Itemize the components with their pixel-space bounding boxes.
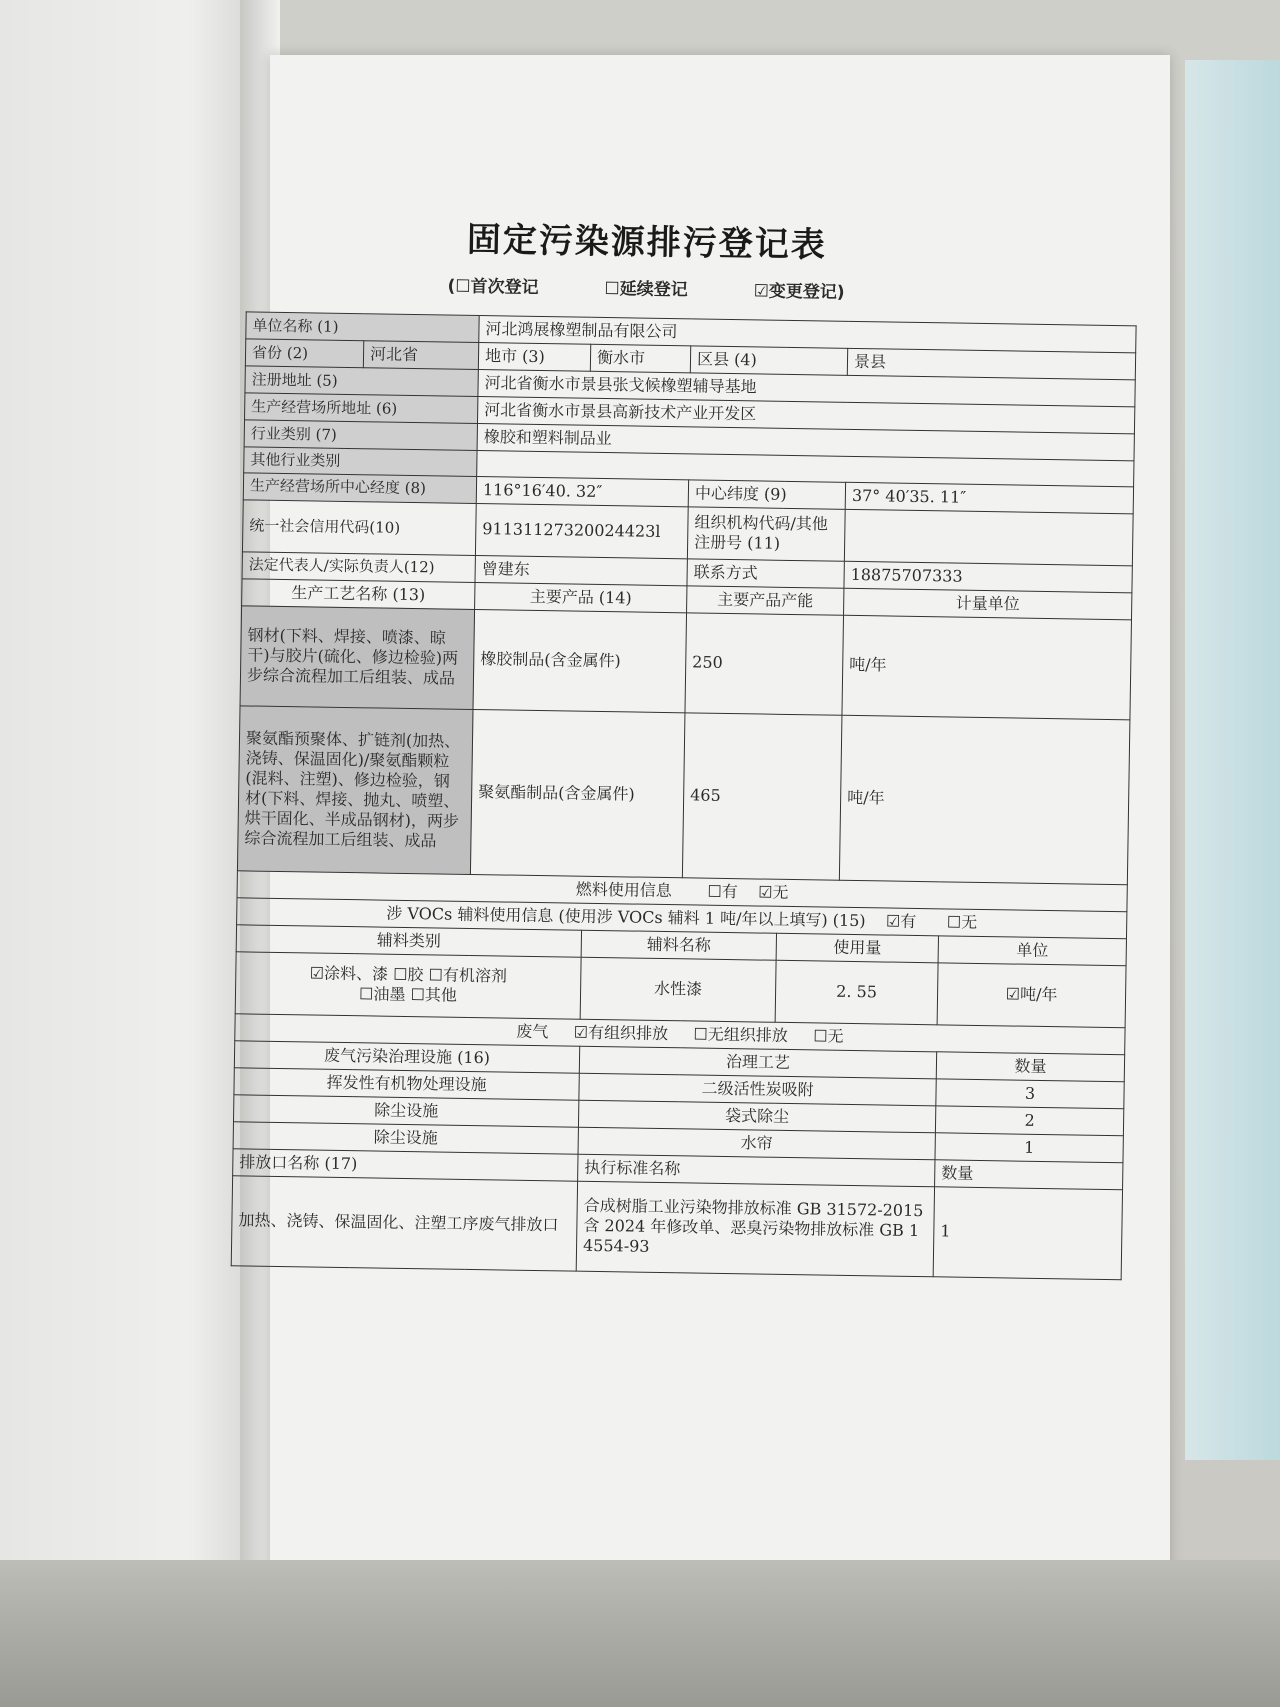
process-header: 生产工艺名称 (13) — [242, 579, 475, 610]
capacity-header: 主要产品产能 — [687, 586, 844, 615]
longitude-value: 116°16′40. 32″ — [476, 476, 688, 506]
contact-label: 联系方式 — [687, 559, 844, 588]
vocs-category-line1: ☑涂料、漆 ☐胶 ☐有机溶剂 — [309, 963, 508, 986]
fuel-yes-checkbox: ☐有 — [707, 881, 738, 901]
industry-value: 橡胶和塑料制品业 — [477, 424, 1134, 461]
county-value: 景县 — [847, 348, 1135, 380]
outlet-name: 加热、浇铸、保温固化、注塑工序废气排放口 — [231, 1176, 577, 1271]
outlet-header: 排放口名称 (17) — [233, 1149, 578, 1181]
outlet-row — [231, 1176, 1122, 1280]
unit-name-label: 单位名称 (1) — [246, 312, 479, 343]
reg-continue: ☐延续登记 — [604, 279, 688, 301]
facility-qty: 3 — [936, 1079, 1124, 1109]
facility-process: 袋式除尘 — [578, 1100, 935, 1133]
capacity-cell: 250 — [685, 613, 844, 715]
vocs-name-header: 辅料名称 — [581, 930, 776, 960]
registration-table — [231, 311, 1137, 1280]
site-address-label: 生产经营场所地址 (6) — [245, 393, 478, 424]
outlet-standard: 合成树脂工业污染物排放标准 GB 31572-2015 含 2024 年修改单、恶臭污染物排放标准 GB 14554-93 — [576, 1181, 934, 1277]
reg-change: ☑变更登记) — [753, 281, 845, 303]
facility-name: 挥发性有机物处理设施 — [234, 1068, 579, 1100]
contact-value: 18875707333 — [844, 561, 1132, 593]
treatment-process-header: 治理工艺 — [579, 1046, 936, 1079]
facility-qty: 2 — [935, 1106, 1123, 1136]
process-cell: 聚氨酯预聚体、扩链剂(加热、浇铸、保温固化)/聚氨酯颗粒(混料、注塑)、修边检验，钢材(下料、焊接、抛丸、喷塑、烘干固化、半成品钢材)，两步综合流程加工后组装、成品 — [237, 706, 473, 875]
facility-name: 除尘设施 — [233, 1095, 578, 1127]
province-label: 省份 (2) — [245, 339, 363, 368]
vocs-amount-cell: 2. 55 — [775, 960, 938, 1025]
unit-header: 计量单位 — [844, 588, 1132, 620]
reg-address-label: 注册地址 (5) — [245, 366, 478, 397]
facility-header: 废气污染治理设施 (16) — [234, 1041, 579, 1073]
facility-qty: 1 — [935, 1133, 1123, 1163]
org-code-value — [844, 509, 1133, 566]
facility-quantity-header: 数量 — [936, 1052, 1124, 1082]
province-value: 河北省 — [363, 341, 478, 370]
facility-process: 二级活性炭吸附 — [579, 1073, 936, 1106]
unit-cell: 吨/年 — [839, 715, 1130, 885]
page-content — [125, 47, 1199, 1623]
facility-name: 除尘设施 — [233, 1122, 578, 1154]
form-title: 固定污染源排污登记表 — [466, 219, 828, 266]
outlet-qty: 1 — [933, 1187, 1122, 1280]
other-industry-label: 其他行业类别 — [244, 447, 477, 476]
product-cell: 橡胶制品(含金属件) — [473, 609, 687, 712]
standard-header: 执行标准名称 — [578, 1154, 935, 1187]
product-row — [237, 706, 1130, 885]
legal-rep-value: 曾建东 — [475, 555, 687, 585]
vocs-unit-cell: ☑吨/年 — [937, 963, 1126, 1028]
reg-first: (☐首次登记 — [447, 276, 539, 298]
credit-code-label: 统一社会信用代码(10) — [242, 500, 476, 556]
reg-address-value: 河北省衡水市景县张戈候橡塑辅导基地 — [478, 370, 1135, 407]
city-value: 衡水市 — [590, 344, 690, 373]
registration-type — [146, 267, 1146, 308]
fuel-label: 燃料使用信息 — [575, 879, 673, 900]
vocs-label: 涉 VOCs 辅料使用信息 (使用涉 VOCs 辅料 1 吨/年以上填写) (15) — [386, 903, 866, 930]
unit-name-value: 河北鸿展橡塑制品有限公司 — [479, 316, 1136, 353]
vocs-name-cell: 水性漆 — [580, 957, 776, 1022]
county-label: 区县 (4) — [690, 346, 847, 375]
fuel-no-checkbox: ☑无 — [758, 882, 789, 902]
exhaust-none-checkbox: ☐无 — [813, 1026, 844, 1046]
vocs-amount-header: 使用量 — [776, 933, 938, 963]
org-code-label: 组织机构代码/其他注册号 (11) — [687, 507, 845, 561]
vocs-category-line2: ☐油墨 ☐其他 — [358, 984, 458, 1006]
vocs-unit-header: 单位 — [938, 936, 1126, 966]
outlet-qty-header: 数量 — [935, 1160, 1123, 1190]
capacity-cell: 465 — [682, 713, 842, 880]
unit-cell: 吨/年 — [842, 615, 1132, 720]
document-page — [238, 55, 1170, 1615]
facility-process: 水帘 — [578, 1127, 935, 1160]
exhaust-unorganized-checkbox: ☐无组织排放 — [693, 1024, 789, 1045]
desk-shadow — [0, 1560, 1280, 1707]
process-cell: 钢材(下料、焊接、喷漆、晾干)与胶片(硫化、修边检验)两步综合流程加工后组装、成品 — [240, 606, 475, 710]
vocs-yes-checkbox: ☑有 — [885, 911, 917, 931]
vocs-category-cell — [235, 952, 581, 1019]
industry-label: 行业类别 (7) — [244, 420, 477, 451]
product-row — [240, 606, 1132, 720]
exhaust-label: 废气 — [516, 1021, 549, 1041]
cover-edge — [1185, 60, 1280, 1460]
vocs-category-header: 辅料类别 — [236, 925, 581, 957]
longitude-label: 生产经营场所中心经度 (8) — [243, 473, 476, 504]
vocs-no-checkbox: ☐无 — [946, 912, 978, 932]
product-cell: 聚氨酯制品(含金属件) — [470, 709, 685, 877]
exhaust-organized-checkbox: ☑有组织排放 — [573, 1022, 669, 1043]
latitude-label: 中心纬度 (9) — [688, 480, 845, 509]
latitude-value: 37° 40′35. 11″ — [845, 482, 1133, 514]
credit-code-value: 91131127320024423l — [475, 503, 688, 558]
legal-rep-label: 法定代表人/实际负责人(12) — [242, 552, 475, 583]
site-address-value: 河北省衡水市景县高新技术产业开发区 — [477, 397, 1134, 434]
product-header: 主要产品 (14) — [475, 582, 687, 612]
city-label: 地市 (3) — [478, 343, 590, 372]
